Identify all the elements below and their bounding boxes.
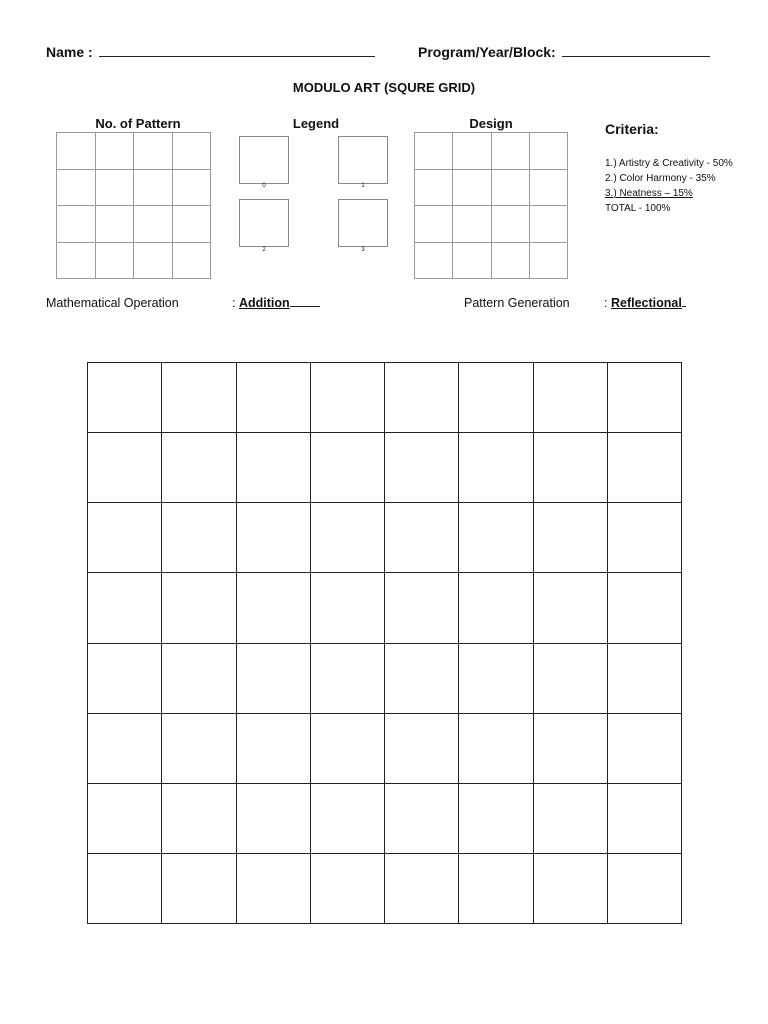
operation-value-row [232,296,320,310]
design-grid-cell[interactable] [530,206,568,243]
legend-box-0[interactable] [239,136,289,184]
main-grid-cell[interactable] [311,714,385,784]
main-grid-cell[interactable] [608,714,682,784]
pattern-grid-cell[interactable] [173,170,212,207]
operation-blank [290,296,320,307]
main-grid-cell[interactable] [608,433,682,503]
criteria-item: 2.) Color Harmony - 35% [605,173,716,184]
name-blank[interactable] [99,44,375,57]
main-grid-cell[interactable] [534,854,608,924]
design-grid-cell[interactable] [492,170,530,207]
operation-label: Mathematical Operation [46,296,179,310]
main-grid-cell[interactable] [459,854,533,924]
design-grid-cell[interactable] [492,243,530,280]
generation-value-row [604,296,686,310]
design-grid-cell[interactable] [453,133,491,170]
main-grid-cell[interactable] [162,573,236,643]
pattern-grid-cell[interactable] [173,133,212,170]
main-grid-cell[interactable] [162,644,236,714]
main-grid-cell[interactable] [385,433,459,503]
design-grid-cell[interactable] [453,243,491,280]
pattern-grid-cell[interactable] [134,170,173,207]
main-grid-cell[interactable] [459,503,533,573]
legend-heading: Legend [292,116,340,131]
pattern-grid-cell[interactable] [173,243,212,280]
main-grid-cell[interactable] [385,644,459,714]
main-grid-cell[interactable] [237,784,311,854]
criteria-item: 1.) Artistry & Creativity - 50% [605,158,733,169]
program-label: Program/Year/Block: [418,44,556,60]
pattern-heading: No. of Pattern [95,116,181,131]
legend-number-1: 1 [361,183,365,189]
main-grid-cell[interactable] [385,714,459,784]
main-grid-cell[interactable] [385,503,459,573]
operation-colon: : [232,296,236,310]
pattern-grid-cell[interactable] [134,133,173,170]
design-grid-cell[interactable] [415,133,453,170]
main-grid-cell[interactable] [385,363,459,433]
pattern-grid-cell[interactable] [57,170,96,207]
main-grid-cell[interactable] [88,503,162,573]
main-grid-cell[interactable] [237,714,311,784]
program-blank[interactable] [562,44,710,57]
criteria-list [605,156,733,216]
pattern-grid-cell[interactable] [57,243,96,280]
generation-colon: : [604,296,608,310]
pattern-grid-cell[interactable] [96,206,135,243]
main-grid-cell[interactable] [88,433,162,503]
design-grid-cell[interactable] [453,170,491,207]
main-grid-cell[interactable] [162,433,236,503]
main-grid-cell[interactable] [88,854,162,924]
design-grid-cell[interactable] [415,206,453,243]
main-grid-cell[interactable] [311,433,385,503]
main-grid-cell[interactable] [608,644,682,714]
pattern-grid-cell[interactable] [96,243,135,280]
pattern-grid-cell[interactable] [173,206,212,243]
legend-box-3[interactable] [338,199,388,247]
design-grid[interactable] [414,132,568,279]
main-grid-cell[interactable] [534,433,608,503]
page-title: MODULO ART (SQURE GRID) [292,80,476,95]
main-grid-cell[interactable] [385,854,459,924]
main-grid-cell[interactable] [608,363,682,433]
main-grid-cell[interactable] [385,784,459,854]
pattern-grid[interactable] [56,132,211,279]
main-grid-cell[interactable] [459,433,533,503]
main-grid-cell[interactable] [237,363,311,433]
design-grid-cell[interactable] [492,206,530,243]
design-grid-cell[interactable] [492,133,530,170]
main-grid-cell[interactable] [608,503,682,573]
criteria-item: 3.) Neatness – 15% [605,188,693,199]
design-heading: Design [469,116,513,131]
generation-blank [682,296,686,307]
pattern-grid-cell[interactable] [96,170,135,207]
main-grid-cell[interactable] [459,714,533,784]
main-grid-cell[interactable] [162,714,236,784]
main-grid-cell[interactable] [237,854,311,924]
main-grid-cell[interactable] [88,644,162,714]
design-grid-cell[interactable] [415,243,453,280]
main-grid-cell[interactable] [534,714,608,784]
generation-label: Pattern Generation [464,296,570,310]
main-grid-cell[interactable] [162,854,236,924]
main-grid-cell[interactable] [608,784,682,854]
pattern-grid-cell[interactable] [57,206,96,243]
main-grid-cell[interactable] [162,363,236,433]
main-grid-cell[interactable] [237,644,311,714]
name-label: Name : [46,44,93,60]
pattern-grid-cell[interactable] [57,133,96,170]
program-row [418,44,710,60]
criteria-total: TOTAL - 100% [605,203,671,214]
main-design-grid[interactable] [87,362,682,924]
main-grid-cell[interactable] [162,784,236,854]
pattern-grid-cell[interactable] [134,243,173,280]
main-grid-cell[interactable] [459,573,533,643]
pattern-grid-cell[interactable] [134,206,173,243]
main-grid-cell[interactable] [459,363,533,433]
design-grid-cell[interactable] [530,133,568,170]
main-grid-cell[interactable] [88,784,162,854]
main-grid-cell[interactable] [311,854,385,924]
main-grid-cell[interactable] [311,503,385,573]
main-grid-cell[interactable] [459,784,533,854]
main-grid-cell[interactable] [162,503,236,573]
criteria-heading: Criteria: [605,121,659,137]
main-grid-cell[interactable] [311,363,385,433]
design-grid-cell[interactable] [453,206,491,243]
design-grid-cell[interactable] [530,170,568,207]
main-grid-cell[interactable] [311,573,385,643]
legend-number-2: 2 [262,247,266,253]
main-grid-cell[interactable] [88,714,162,784]
pattern-grid-cell[interactable] [96,133,135,170]
name-row [46,44,375,60]
main-grid-cell[interactable] [311,644,385,714]
main-grid-cell[interactable] [385,573,459,643]
main-grid-cell[interactable] [534,784,608,854]
design-grid-cell[interactable] [415,170,453,207]
main-grid-cell[interactable] [608,854,682,924]
main-grid-cell[interactable] [311,784,385,854]
generation-value: Reflectional [610,296,682,310]
legend-box-1[interactable] [338,136,388,184]
legend-number-0: 0 [262,183,266,189]
operation-value: Addition [238,296,290,310]
main-grid-cell[interactable] [534,503,608,573]
main-grid-cell[interactable] [608,573,682,643]
main-grid-cell[interactable] [88,573,162,643]
main-grid-cell[interactable] [237,433,311,503]
design-grid-cell[interactable] [530,243,568,280]
legend-box-2[interactable] [239,199,289,247]
main-grid-cell[interactable] [534,573,608,643]
main-grid-cell[interactable] [237,503,311,573]
main-grid-cell[interactable] [459,644,533,714]
main-grid-cell[interactable] [534,363,608,433]
main-grid-cell[interactable] [88,363,162,433]
main-grid-cell[interactable] [237,573,311,643]
legend-number-3: 3 [361,247,365,253]
main-grid-cell[interactable] [534,644,608,714]
